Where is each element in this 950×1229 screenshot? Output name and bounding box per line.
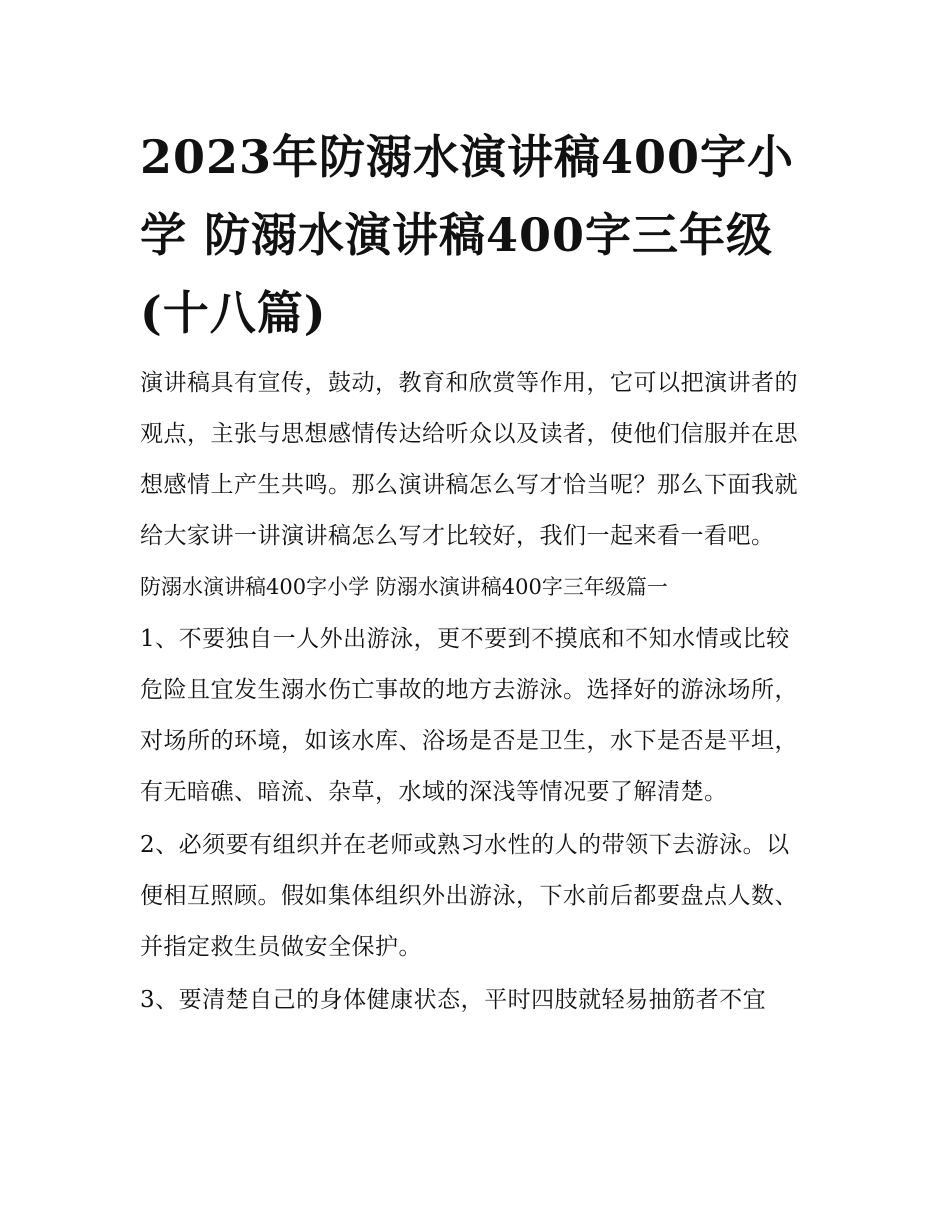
paragraph-3: 3、要清楚自己的身体健康状态，平时四肢就轻易抽筋者不宜 — [140, 987, 767, 1013]
intro-paragraph: 演讲稿具有宣传，鼓动，教育和欣赏等作用，它可以把演讲者的观点，主张与思想感情传达给听众以及读者，使他们信服并在思想感情上产生共鸣。那么演讲稿怎么写才恰当呢？那么下面我就给大家讲一讲演讲稿怎么写才比较好，我们一起来看一看吧。 — [140, 370, 798, 549]
document-title: 2023年防溺水演讲稿400字小学 防溺水演讲稿400字三年级(十八篇) — [140, 130, 795, 340]
section-heading: 防溺水演讲稿400字小学 防溺水演讲稿400字三年级篇一 — [140, 575, 668, 599]
paragraph-1: 1、不要独自一人外出游泳，更不要到不摸底和不知水情或比较危险且宜发生溺水伤亡事故的地方去游泳。选择好的游泳场所，对场所的环境，如该水库、浴场是否是卫生，水下是否是平坦，有无暗礁、暗流、杂草，水域的深浅等情况要了解清楚。 — [140, 626, 798, 805]
paragraph-2: 2、必须要有组织并在老师或熟习水性的人的带领下去游泳。以便相互照顾。假如集体组织外出游泳，下水前后都要盘点人数、并指定救生员做安全保护。 — [140, 832, 798, 960]
document-page — [140, 118, 812, 1026]
